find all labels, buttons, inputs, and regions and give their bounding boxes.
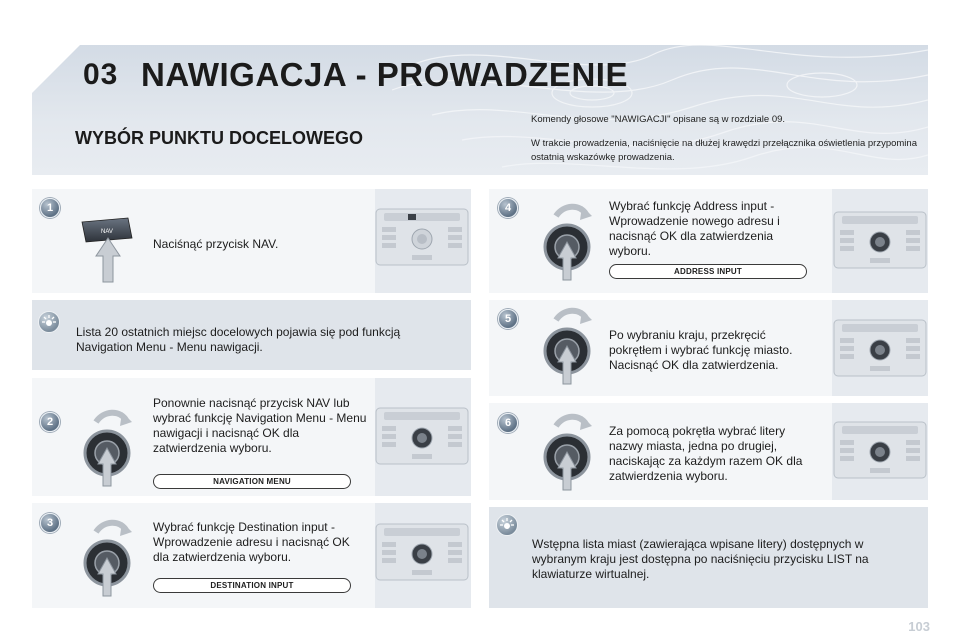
tip-text-2: Wstępna lista miast (zawierająca wpisane litery) dostępnych w wybranym kraju jest dostępna po naciśnięciu przycisku LIST na klawiaturze wirtualnej. (532, 537, 869, 581)
step-text-5: Po wybraniu kraju, przekręcić pokrętłem i wybrać funkcję miasto. Nacisnąć OK dla zatwierdzenia. (609, 328, 793, 372)
step-badge-5: 5 (498, 309, 518, 329)
menu-tag-navigation-menu: NAVIGATION MENU (153, 474, 351, 489)
tip-text-1: Lista 20 ostatnich miejsc docelowych pojawia się pod funkcją Navigation Menu - Menu nawigacji. (76, 325, 401, 354)
intro-note-reminder: W trakcie prowadzenia, naciśnięcie na dłużej krawędzi przełącznika oświetlenia przypomina ostatnią wskazówkę prowadzenia. (531, 138, 917, 163)
rotary-knob-icon (74, 408, 140, 488)
step-text-6: Za pomocą pokrętła wybrać litery nazwy miasta, jedna po drugiej, naciskając za każdym razem OK dla zatwierdzenia wyboru. (609, 424, 803, 483)
page-number: 103 (908, 619, 930, 634)
intro-notes (531, 113, 921, 175)
step-text-1: Naciśnąć przycisk NAV. (153, 237, 279, 251)
radio-unit-icon (832, 210, 928, 270)
rotary-knob-icon (534, 202, 600, 282)
step-text-2: Ponownie nacisnąć przycisk NAV lub wybrać funkcję Navigation Menu - Menu nawigacji i nacisnąć OK dla zatwierdzenia wyboru. (153, 396, 367, 455)
section-title: WYBÓR PUNKTU DOCELOWEGO (75, 128, 363, 148)
menu-tag-address-input: ADDRESS INPUT (609, 264, 807, 279)
lightbulb-icon (496, 514, 518, 536)
step-badge-4: 4 (498, 198, 518, 218)
radio-unit-icon (374, 522, 470, 582)
step-badge-3: 3 (40, 513, 60, 533)
radio-unit-icon (832, 420, 928, 480)
radio-unit-icon (832, 318, 928, 378)
step-text-4: Wybrać funkcję Address input - Wprowadzenie nowego adresu i nacisnąć OK dla zatwierdzenia wyboru. (609, 199, 780, 258)
rotary-knob-icon (74, 518, 140, 598)
page-title: NAWIGACJA - PROWADZENIE (141, 56, 628, 93)
radio-unit-icon (374, 207, 470, 267)
step-text-3: Wybrać funkcję Destination input - Wprowadzenie adresu i nacisnąć OK dla zatwierdzenia wyboru. (153, 520, 350, 564)
nav-button-icon (78, 216, 138, 286)
svg-text:NAV: NAV (101, 229, 113, 235)
rotary-knob-icon (534, 306, 600, 386)
intro-note-voice: Komendy głosowe "NAWIGACJI" opisane są w rozdziale 09. (531, 114, 786, 125)
menu-tag-destination-input: DESTINATION INPUT (153, 578, 351, 593)
chapter-number: 03 (83, 58, 119, 91)
step-badge-1: 1 (40, 198, 60, 218)
step-badge-2: 2 (40, 412, 60, 432)
rotary-knob-icon (534, 412, 600, 492)
step-badge-6: 6 (498, 413, 518, 433)
radio-unit-icon (374, 406, 470, 466)
lightbulb-icon (38, 311, 60, 333)
